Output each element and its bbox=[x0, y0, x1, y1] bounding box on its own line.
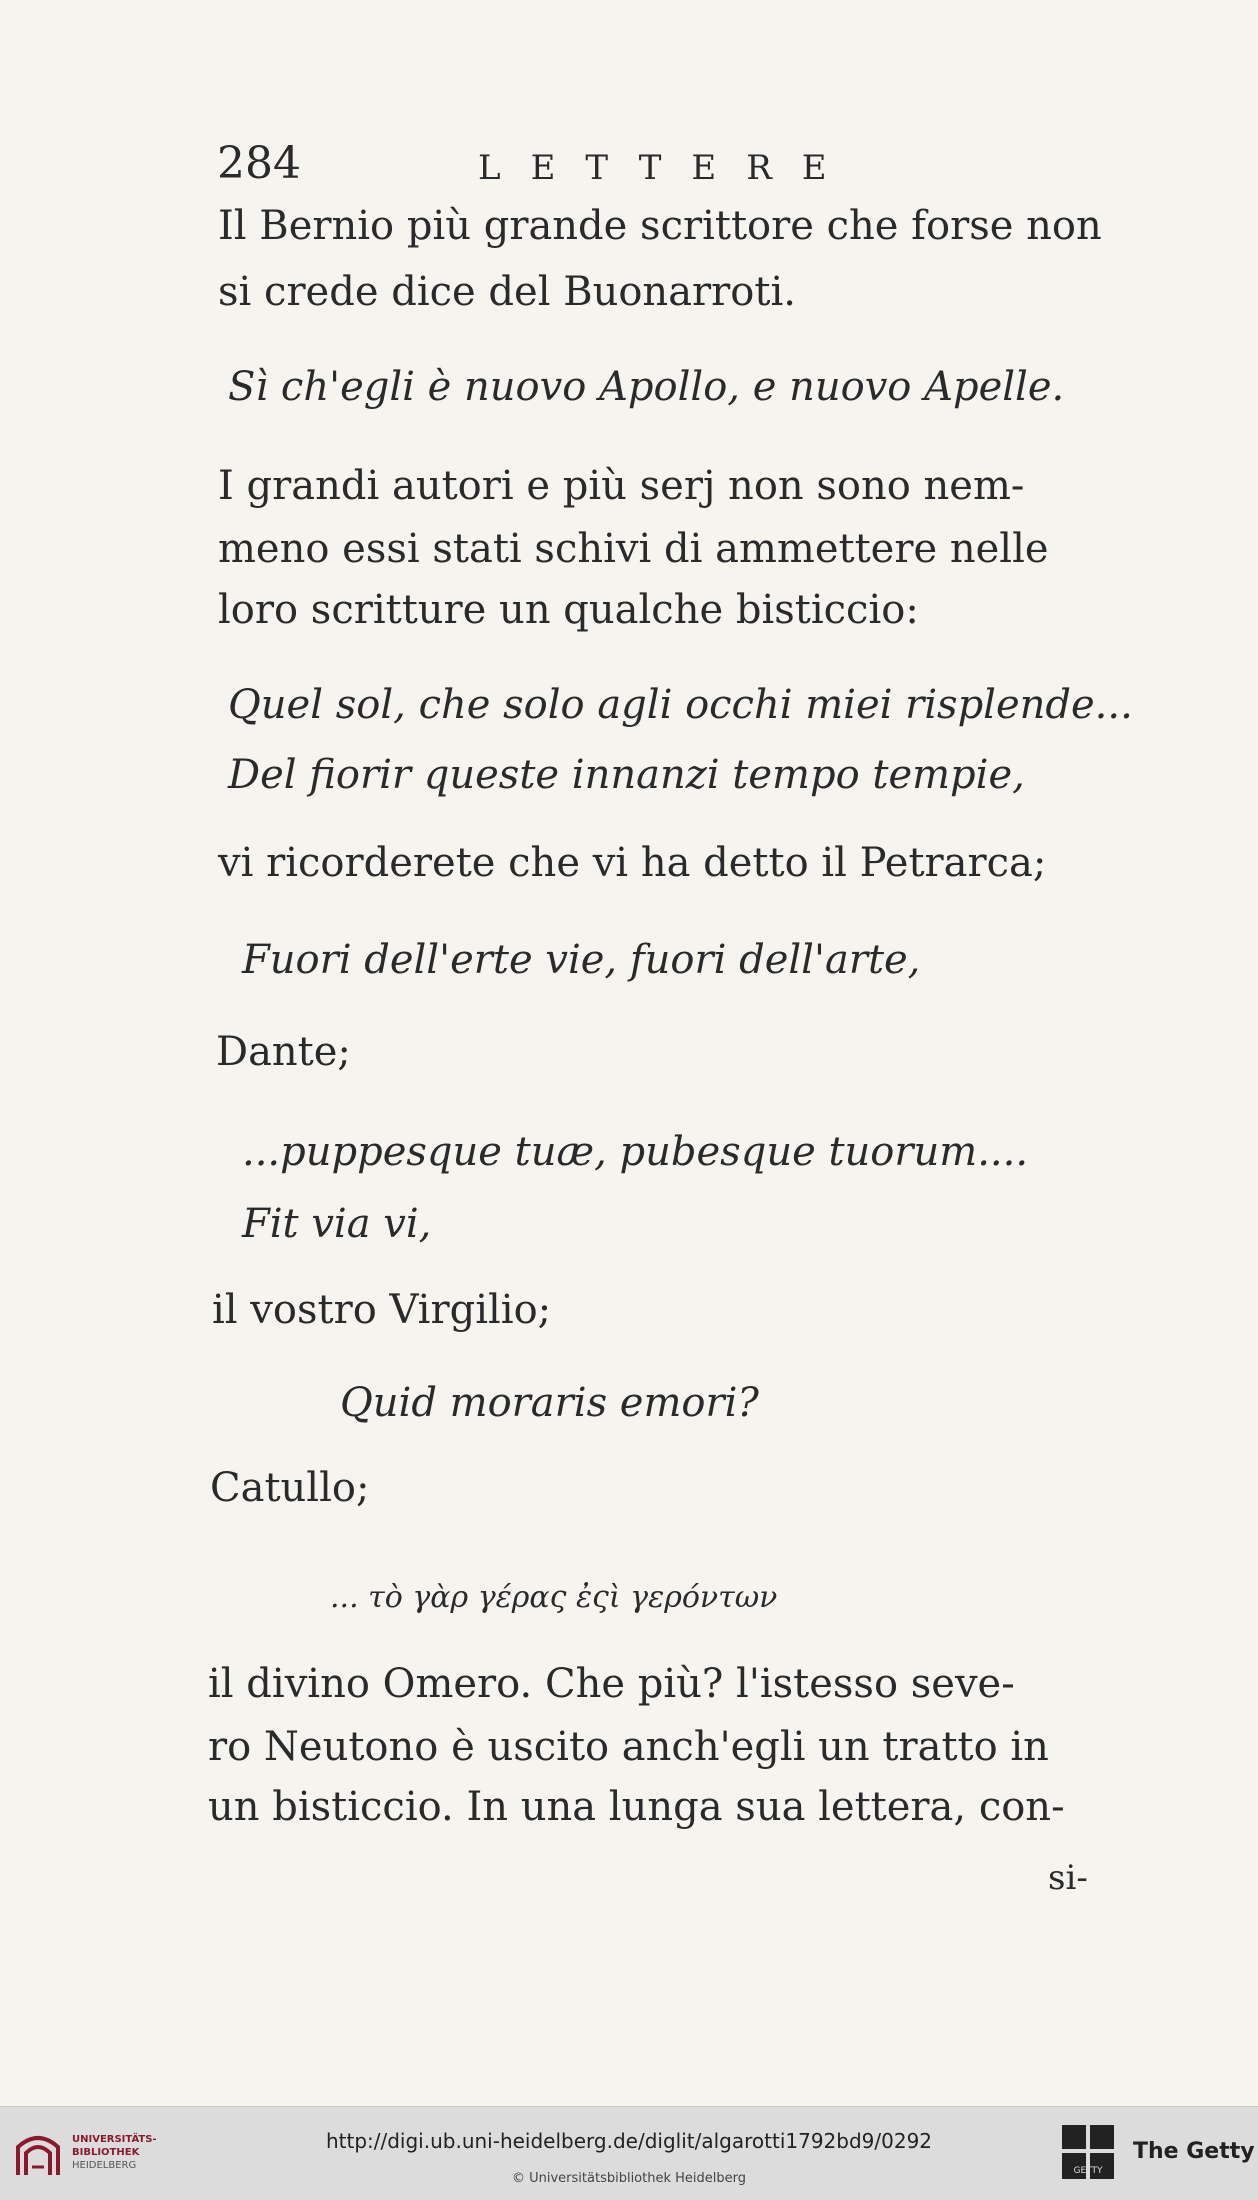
text-line: ro Neutono è uscito anch'egli un tratto in bbox=[208, 1724, 1049, 1770]
getty-mark-text: GETTY bbox=[1073, 2166, 1103, 2176]
verse-line: Fit via vi, bbox=[242, 1201, 432, 1247]
verse-line: Sì ch'egli è nuovo Apollo, e nuovo Apelle. bbox=[228, 364, 1065, 410]
getty-logo-icon[interactable] bbox=[1058, 2121, 1118, 2183]
text-line: il divino Omero. Che più? l'istesso seve- bbox=[208, 1661, 1015, 1707]
verse-line: ...puppesque tuæ, pubesque tuorum.... bbox=[242, 1129, 1029, 1175]
text-line: Catullo; bbox=[210, 1465, 370, 1511]
library-name-line: UNIVERSITÄTS- bbox=[72, 2134, 157, 2145]
text-line: I grandi autori e più serj non sono nem- bbox=[218, 463, 1025, 509]
library-name-line: BIBLIOTHEK bbox=[72, 2147, 140, 2158]
page-url-link[interactable]: http://digi.ub.uni-heidelberg.de/diglit/algarotti1792bd9/0292 bbox=[325, 2129, 933, 2153]
text-line: loro scritture un qualche bisticcio: bbox=[218, 587, 919, 633]
catchword: si- bbox=[1048, 1858, 1088, 1898]
text-line: il vostro Virgilio; bbox=[212, 1287, 552, 1333]
page-number: 284 bbox=[217, 138, 301, 189]
verse-line: Quel sol, che solo agli occhi miei risplende... bbox=[228, 682, 1133, 728]
text-line: meno essi stati schivi di ammettere nelle bbox=[218, 526, 1049, 572]
text-line: Il Bernio più grande scrittore che forse non bbox=[218, 203, 1102, 249]
text-line: Dante; bbox=[216, 1029, 351, 1075]
viewer-footer bbox=[0, 2106, 1258, 2200]
copyright-notice: © Universitätsbibliothek Heidelberg bbox=[511, 2171, 746, 2186]
running-head: LETTERE bbox=[478, 148, 857, 188]
text-line: un bisticcio. In una lunga sua lettera, con- bbox=[208, 1784, 1065, 1830]
text-line: vi ricorderete che vi ha detto il Petrarca; bbox=[218, 840, 1047, 886]
library-name-line: HEIDELBERG bbox=[72, 2160, 137, 2171]
verse-line: Fuori dell'erte vie, fuori dell'arte, bbox=[242, 937, 921, 983]
verse-line: ... τὸ γὰρ γέρας ἐςὶ γερόντων bbox=[330, 1580, 778, 1615]
text-line: si crede dice del Buonarroti. bbox=[218, 269, 796, 315]
getty-label: The Getty bbox=[1133, 2139, 1255, 2164]
verse-line: Quid moraris emori? bbox=[340, 1380, 759, 1426]
verse-line: Del fiorir queste innanzi tempo tempie, bbox=[228, 752, 1025, 798]
